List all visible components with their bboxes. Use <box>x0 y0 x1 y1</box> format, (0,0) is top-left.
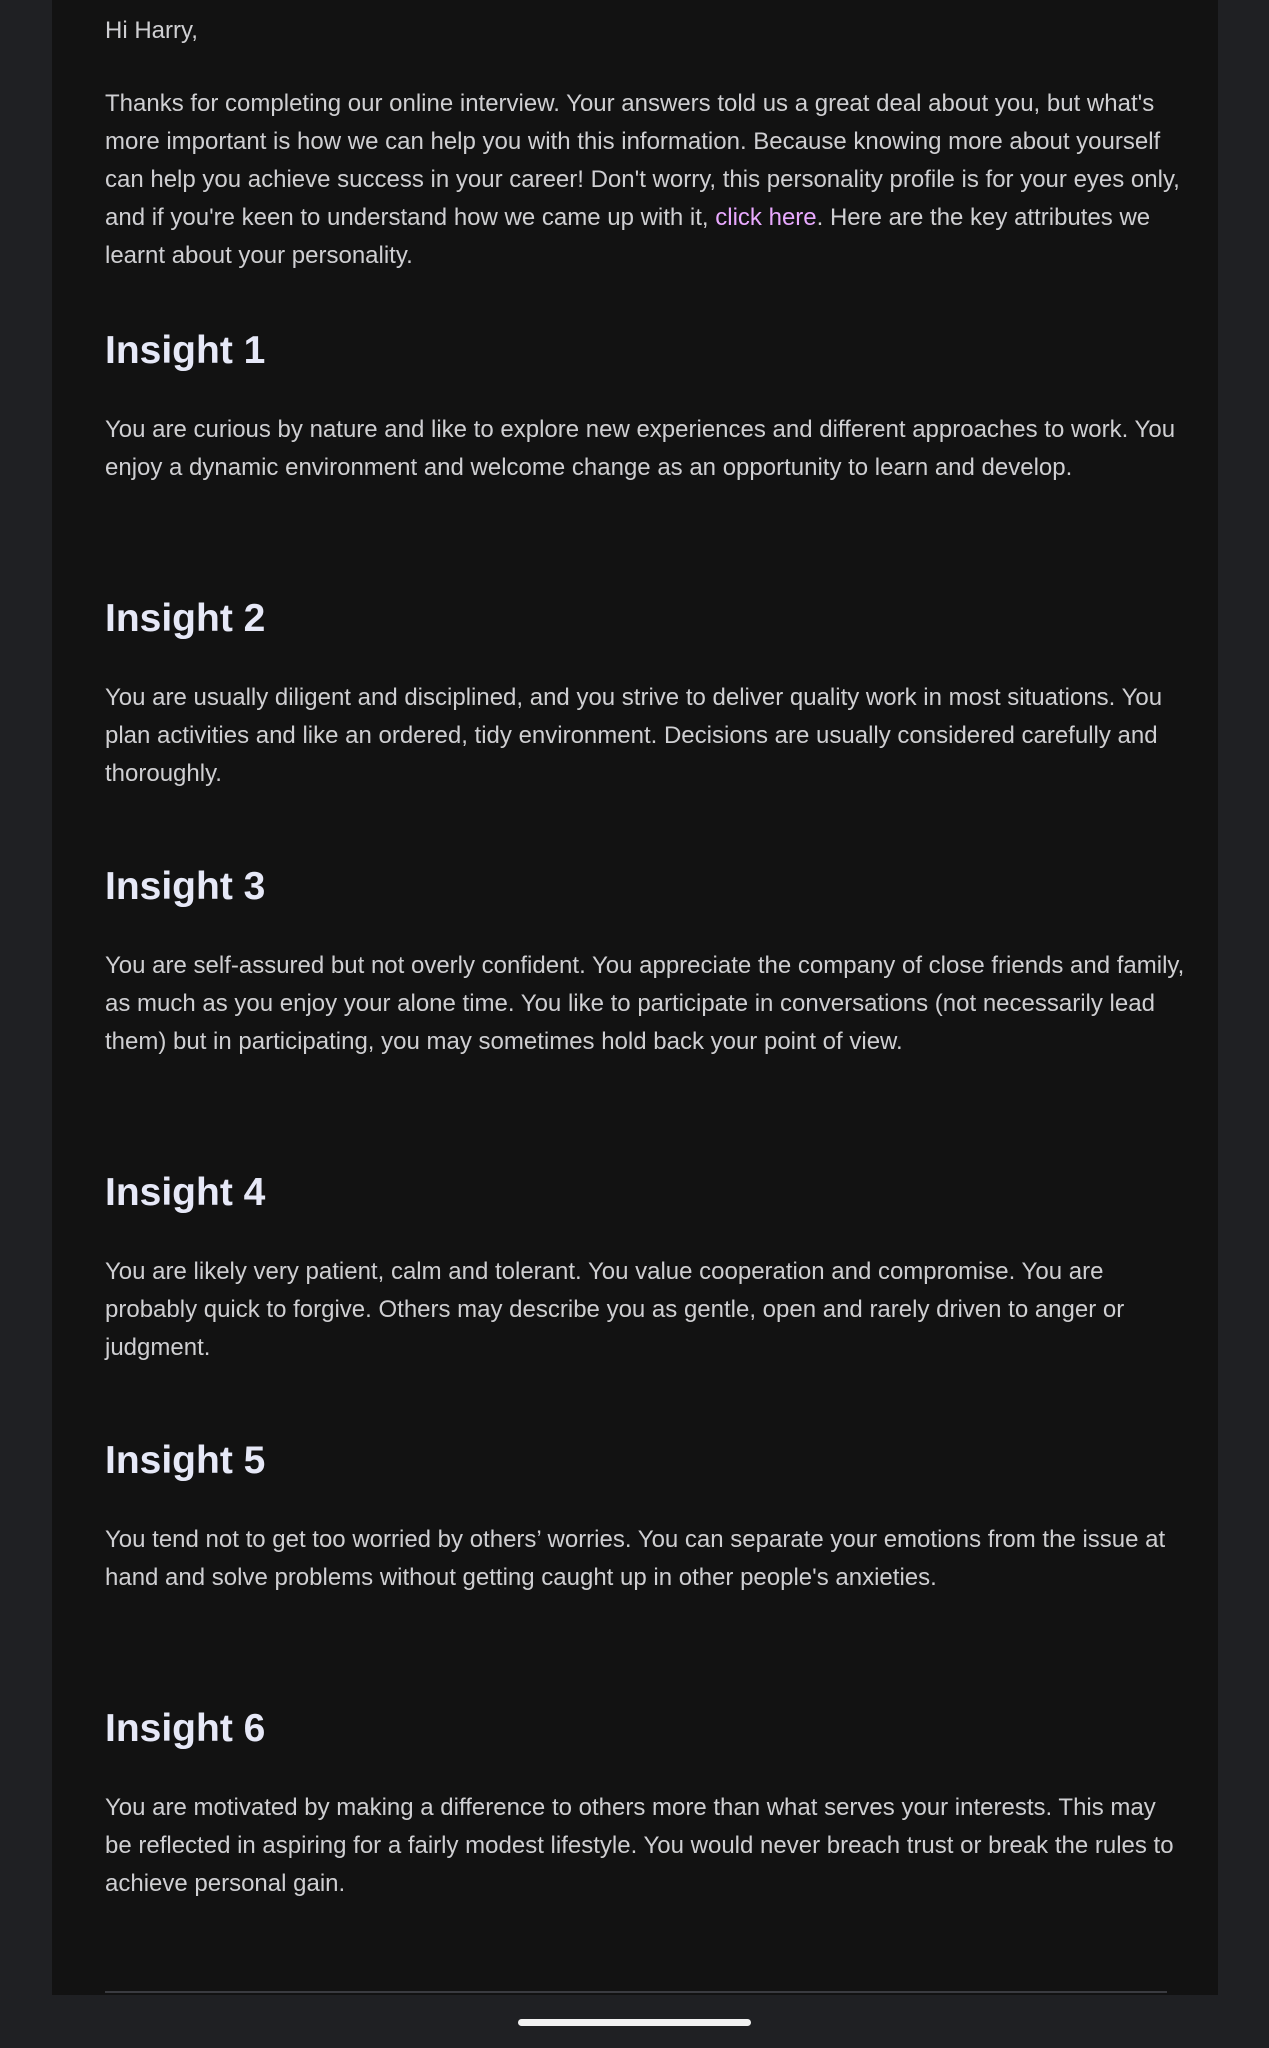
insight-5-body: You tend not to get too worried by others’ worries. You can separate your emotions from the issue at hand and solve problems without getting caught up in other people's anxieties. <box>105 1526 1166 1591</box>
intro-paragraph <box>105 85 1185 275</box>
insight-4-body: You are likely very patient, calm and tolerant. You value cooperation and compromise. You are probably quick to forgive. Others may describe you as gentle, open and rarely driven to anger or judgment. <box>105 1258 1125 1361</box>
greeting-text: Hi Harry, <box>105 17 198 44</box>
intro-text-after: . Here are the key attributes we learnt about your personality. <box>105 204 1151 269</box>
intro-text-before: Thanks for completing our online interview. Your answers told us a great deal about you, but what's more important is how we can help you with this information. Because knowing more about yourself can help you achieve success in your career! Don't worry, this personality profile is for your eyes only, and if you're keen to understand how we came up with it, <box>105 90 1180 231</box>
insight-3-body: You are self-assured but not overly confident. You appreciate the company of close friends and family, as much as you enjoy your alone time. You like to participate in conversations (not necessarily lead them) but in participating, you may sometimes hold back your point of view. <box>105 952 1185 1055</box>
insight-4-title: Insight 4 <box>105 1171 266 1214</box>
insight-1-body: You are curious by nature and like to explore new experiences and different approaches to work. You enjoy a dynamic environment and welcome change as an opportunity to learn and develop. <box>105 416 1176 481</box>
home-indicator[interactable] <box>518 2019 751 2026</box>
insight-2-title: Insight 2 <box>105 597 266 640</box>
insight-1-title: Insight 1 <box>105 329 266 372</box>
email-body <box>52 0 1218 1995</box>
insight-6-title: Insight 6 <box>105 1707 266 1750</box>
insight-5-title: Insight 5 <box>105 1439 266 1482</box>
insight-3-title: Insight 3 <box>105 865 266 908</box>
footer-divider <box>105 1991 1167 1993</box>
insight-2-body: You are usually diligent and disciplined, and you strive to deliver quality work in most situations. You plan activities and like an ordered, tidy environment. Decisions are usually considered carefully and thoroughly. <box>105 684 1163 787</box>
insight-6-body: You are motivated by making a difference to others more than what serves your interests. This may be reflected in aspiring for a fairly modest lifestyle. You would never breach trust or break the rules to achieve personal gain. <box>105 1794 1174 1897</box>
click-here-link[interactable]: click here <box>715 204 817 231</box>
